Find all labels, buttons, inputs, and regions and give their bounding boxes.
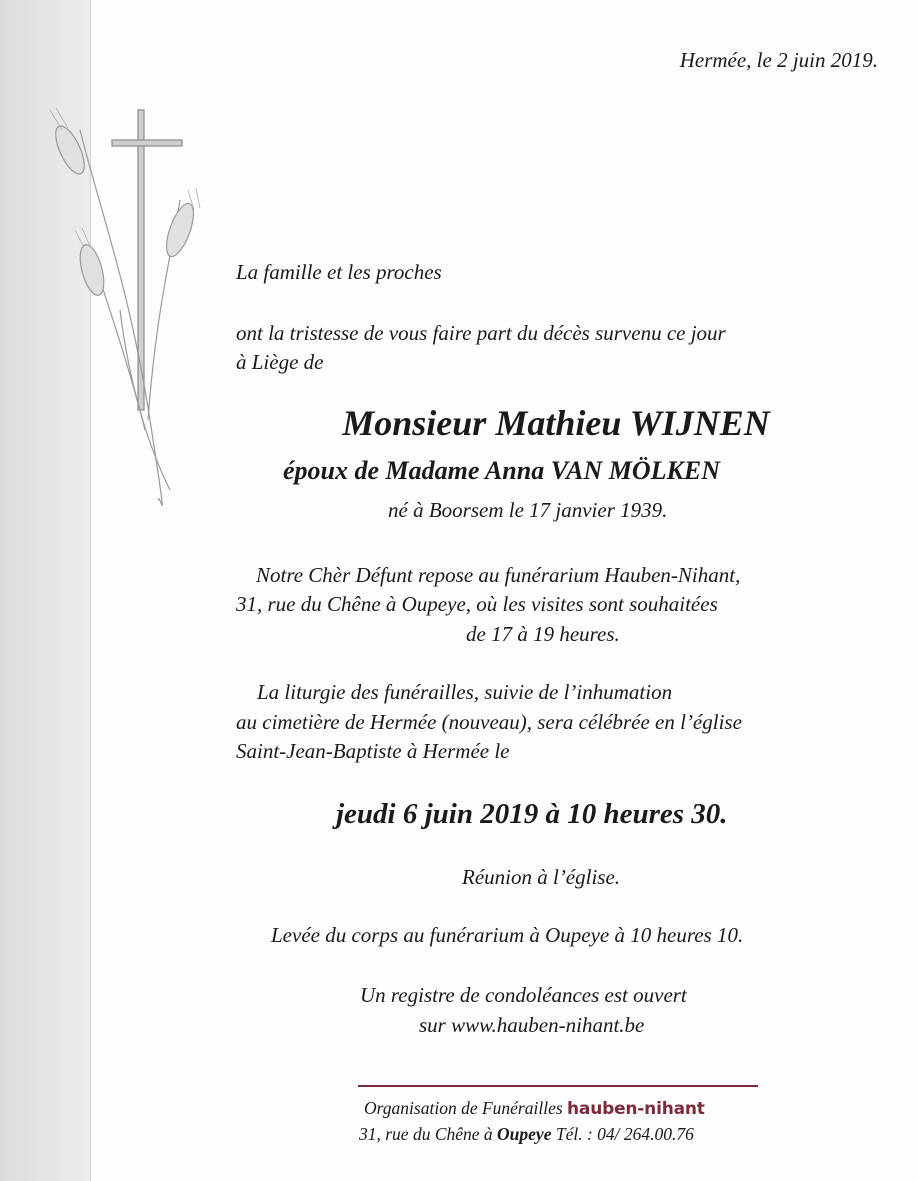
footer-org-label: Organisation de Funérailles — [364, 1098, 563, 1118]
cross-with-wheat-icon — [20, 90, 220, 510]
spouse-line: époux de Madame Anna VAN MÖLKEN — [283, 456, 720, 485]
register-line-1: Un registre de condoléances est ouvert — [360, 983, 687, 1007]
intro-line-2: ont la tristesse de vous faire part du décès survenu ce jour — [236, 321, 726, 345]
footer-address: 31, rue du Chêne à — [359, 1124, 493, 1144]
intro-line-1: La famille et les proches — [236, 260, 442, 284]
footer-town: Oupeye — [497, 1124, 552, 1144]
register-link[interactable]: sur www.hauben-nihant.be — [419, 1013, 645, 1037]
visitation-line-2: 31, rue du Chêne à Oupeye, où les visites sont souhaitées — [236, 592, 718, 616]
footer-phone: Tél. : 04/ 264.00.76 — [555, 1124, 694, 1144]
removal-line: Levée du corps au funérarium à Oupeye à 10 heures 10. — [271, 923, 744, 947]
brand-logo: hauben-nihant — [567, 1099, 705, 1119]
footer-divider — [358, 1085, 758, 1087]
date-line: Hermée, le 2 juin 2019. — [679, 48, 878, 72]
birth-line: né à Boorsem le 17 janvier 1939. — [388, 498, 668, 522]
meeting-line: Réunion à l’église. — [462, 865, 621, 889]
footer-address-line — [359, 1124, 694, 1145]
intro-line-3: à Liège de — [236, 350, 324, 374]
visitation-line-3: de 17 à 19 heures. — [466, 622, 620, 646]
liturgy-line-2: au cimetière de Hermée (nouveau), sera célébrée en l’église — [236, 710, 742, 734]
liturgy-line-3: Saint-Jean-Baptiste à Hermée le — [236, 739, 510, 763]
footer-org-line — [364, 1098, 705, 1119]
liturgy-line-1: La liturgie des funérailles, suivie de l’inhumation — [257, 680, 673, 704]
ceremony-datetime: jeudi 6 juin 2019 à 10 heures 30. — [336, 798, 728, 830]
visitation-line-1: Notre Chèr Défunt repose au funérarium Hauben-Nihant, — [256, 563, 741, 587]
deceased-name: Monsieur Mathieu WIJNEN — [342, 403, 770, 443]
